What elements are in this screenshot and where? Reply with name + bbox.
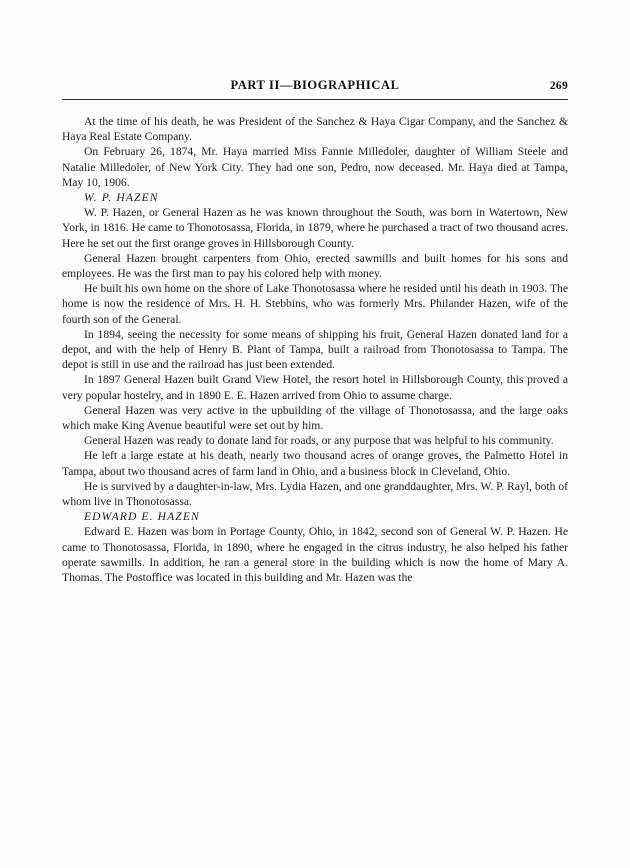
body-text — [62, 114, 568, 585]
running-head-text: PART II—BIOGRAPHICAL — [230, 78, 400, 92]
paragraph: In 1894, seeing the necessity for some means of shipping his fruit, General Hazen donated land for a depot, and with the help of Henry B. Plant of Tampa, built a railroad from Thonotosassa to Tampa. The depot is still in use and the railroad has just been extended. — [62, 327, 568, 372]
section-heading-hazen-edward: EDWARD E. HAZEN — [84, 510, 200, 524]
paragraph: He built his own home on the shore of Lake Thonotosassa where he resided until his death in 1903. The home is now the residence of Mrs. H. H. Stebbins, who was formerly Mrs. Philander Hazen, wife of the fourth son of the General. — [62, 282, 568, 326]
paragraph: He left a large estate at his death, nearly two thousand acres of orange groves, the Palmetto Hotel in Tampa, about two thousand acres of farm land in Ohio, and a business block in Cleveland, Ohio. — [62, 449, 568, 478]
paragraph: W. P. Hazen, or General Hazen as he was known throughout the South, was born in Watertown, New York, in 1816. He came to Thonotosassa, Florida, in 1879, where he purchased a tract of two thousand acres. Here he set out the first orange groves in Hillsborough County. — [62, 206, 568, 250]
paragraph: At the time of his death, he was President of the Sanchez & Haya Cigar Company, and the Sanchez & Haya Real Estate Company. — [62, 115, 568, 144]
paragraph: General Hazen was ready to donate land for roads, or any purpose that was helpful to his community. — [84, 434, 554, 448]
page-number: 269 — [549, 80, 568, 92]
paragraph: In 1897 General Hazen built Grand View Hotel, the resort hotel in Hillsborough County, this proved a very popular hostelry, and in 1890 E. E. Hazen arrived from Ohio to assume charge. — [62, 373, 568, 402]
paragraph: He is survived by a daughter-in-law, Mrs. Lydia Hazen, and one granddaughter, Mrs. W. P. Rayl, both of whom live in Thonotosassa. — [62, 479, 568, 509]
paragraph: Edward E. Hazen was born in Portage County, Ohio, in 1842, second son of General W. P. Hazen. He came to Thonotosassa, Florida, in 1890, where he engaged in the citrus industry, he also helped his father operate sawmills. In addition, he ran a general store in the building which is now the home of Mary A. Thomas. The Postoffice was located in this building and Mr. Hazen was the — [62, 525, 568, 585]
running-head — [62, 78, 568, 93]
paragraph: On February 26, 1874, Mr. Haya married Miss Fannie Milledoler, daughter of William Steele and Natalie Milledoler, of New York City. They had one son, Pedro, now deceased. Mr. Haya died at Tampa, May 10, 1906. — [62, 145, 568, 189]
header-rule — [62, 99, 568, 100]
section-heading-hazen-wp: W. P. HAZEN — [84, 191, 159, 205]
paragraph: General Hazen was very active in the upbuilding of the village of Thonotosassa, and the large oaks which make King Avenue beautiful were set out by him. — [62, 403, 568, 433]
paragraph: General Hazen brought carpenters from Ohio, erected sawmills and built homes for his sons and employees. He was the first man to pay his colored help with money. — [62, 251, 568, 281]
